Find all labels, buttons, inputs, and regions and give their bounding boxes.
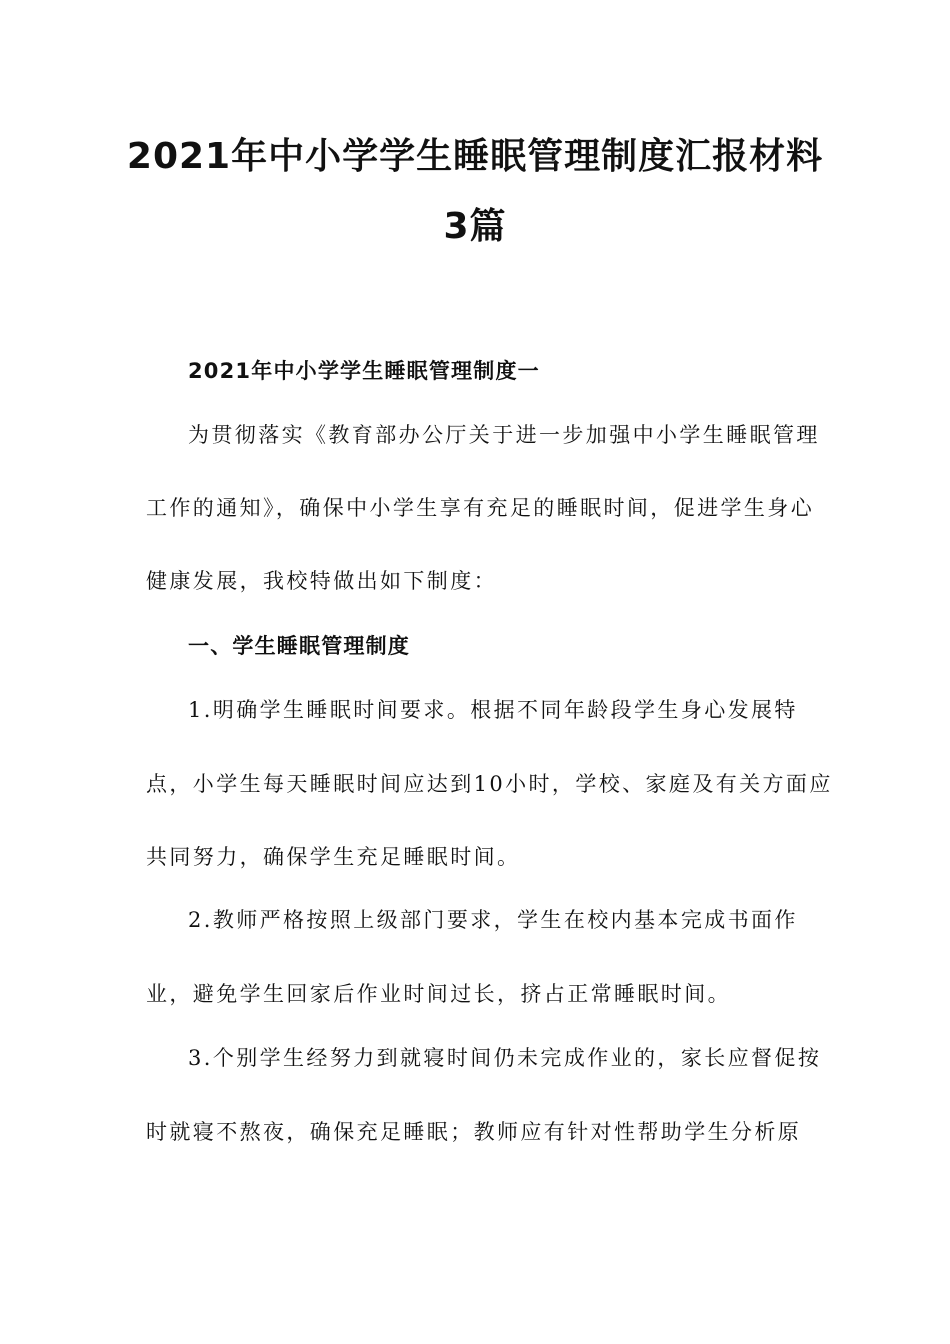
item-3-line-1: 3.个别学生经努力到就寝时间仍未完成作业的，家长应督促按	[188, 1046, 822, 1070]
section-heading: 2021年中小学学生睡眠管理制度一	[188, 359, 540, 383]
item-1-line-1: 1.明确学生睡眠时间要求。根据不同年龄段学生身心发展特	[188, 698, 798, 722]
item-1-line-2: 点，小学生每天睡眠时间应达到10小时，学校、家庭及有关方面应	[146, 772, 833, 796]
document-title-line-2: 3篇	[443, 206, 507, 247]
subheading-sleep-management: 一、学生睡眠管理制度	[188, 634, 410, 658]
intro-paragraph-line-1: 为贯彻落实《教育部办公厅关于进一步加强中小学生睡眠管理	[188, 423, 820, 447]
item-3-line-2: 时就寝不熬夜，确保充足睡眠；教师应有针对性帮助学生分析原	[146, 1120, 802, 1144]
item-1-line-3: 共同努力，确保学生充足睡眠时间。	[146, 845, 521, 869]
document-title-line-1: 2021年中小学学生睡眠管理制度汇报材料	[126, 136, 824, 177]
intro-paragraph-line-3: 健康发展，我校特做出如下制度：	[146, 569, 497, 593]
intro-paragraph-line-2: 工作的通知》，确保中小学生享有充足的睡眠时间，促进学生身心	[146, 496, 815, 520]
item-2-line-1: 2.教师严格按照上级部门要求，学生在校内基本完成书面作	[188, 908, 798, 932]
item-2-line-2: 业，避免学生回家后作业时间过长，挤占正常睡眠时间。	[146, 982, 731, 1006]
